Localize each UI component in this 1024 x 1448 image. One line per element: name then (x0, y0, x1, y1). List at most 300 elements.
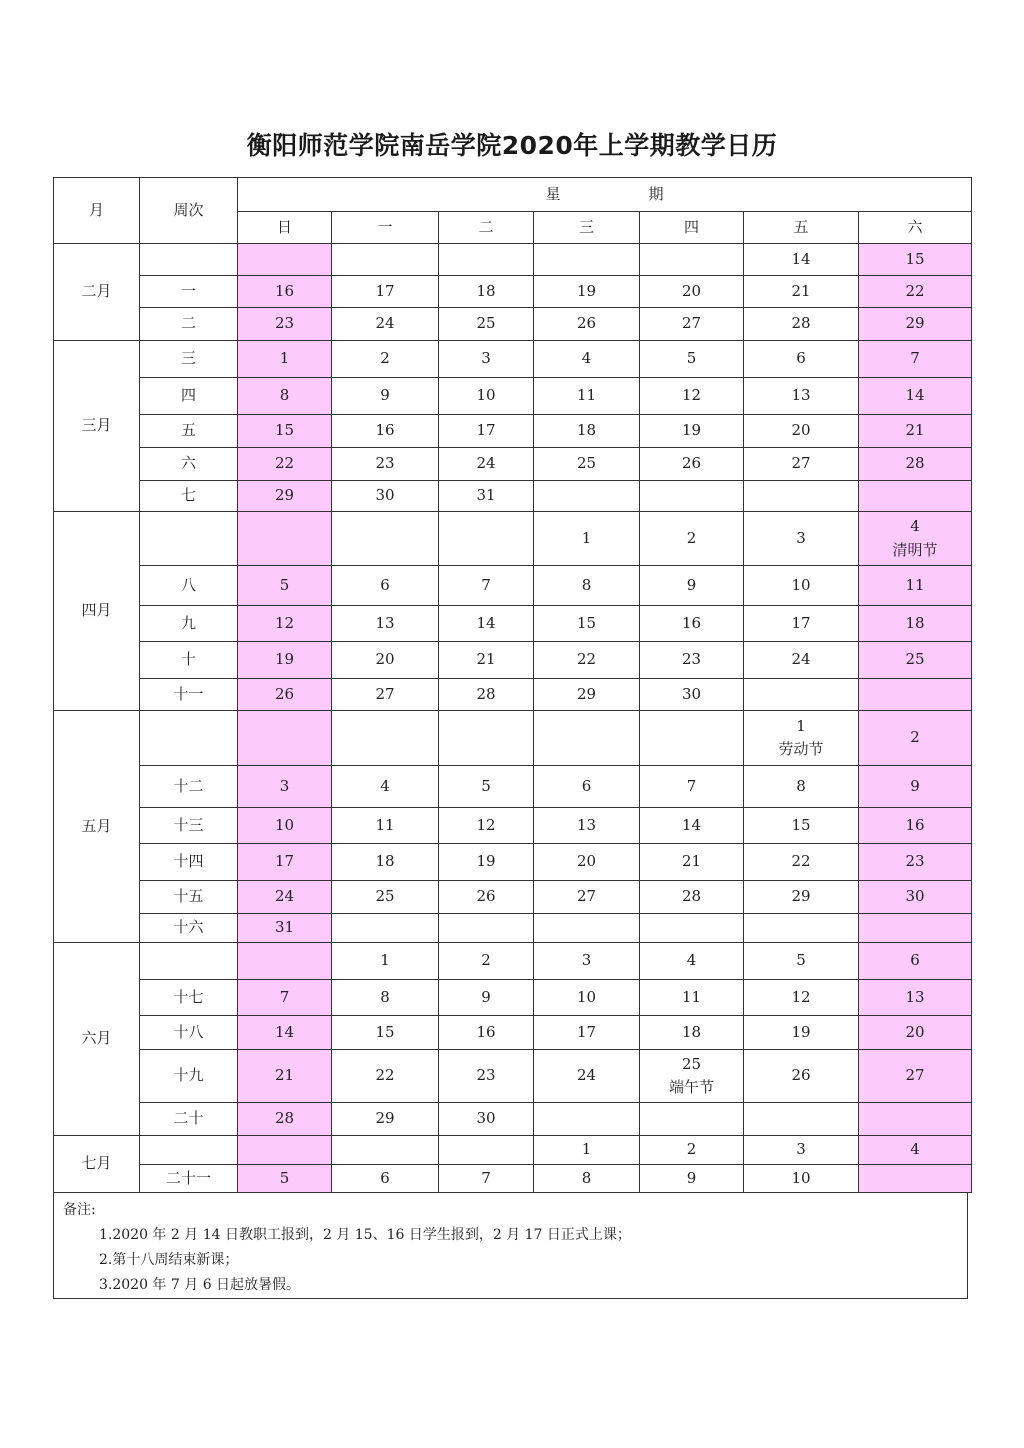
day-cell (859, 276, 972, 308)
day-cell (744, 1016, 859, 1050)
day-cell (439, 566, 534, 606)
day-number: 9 (686, 1168, 697, 1187)
day-cell (238, 448, 332, 481)
day-number: 19 (274, 650, 295, 669)
day-number: 29 (375, 1109, 395, 1128)
day-number: 7 (686, 776, 697, 795)
day-number: 14 (791, 249, 811, 268)
day-cell (640, 308, 744, 341)
day-cell (859, 881, 972, 914)
day-number: 1 (279, 349, 290, 368)
day-cell (859, 566, 972, 606)
day-number: 7 (279, 987, 290, 1006)
day-number: 24 (274, 887, 295, 906)
day-cell (859, 378, 972, 415)
day-cell (534, 980, 640, 1016)
day-cell (859, 308, 972, 341)
day-cell (238, 1050, 332, 1103)
day-cell (640, 566, 744, 606)
day-cell (859, 642, 972, 679)
day-number: 20 (681, 281, 702, 300)
day-cell (332, 766, 439, 808)
day-number: 14 (681, 815, 702, 834)
week-number-cell (140, 244, 238, 276)
day-number: 26 (791, 1066, 811, 1085)
day-number: 22 (274, 454, 295, 473)
day-cell (534, 378, 640, 415)
teaching-calendar-table (53, 177, 972, 1193)
week-number-cell: 五 (140, 415, 238, 448)
day-number: 25 (476, 314, 496, 333)
day-cell (238, 566, 332, 606)
day-number: 17 (375, 281, 395, 300)
week-number-cell: 十五 (140, 881, 238, 914)
day-cell (439, 914, 534, 943)
week-number-cell: 十六 (140, 914, 238, 943)
weekday-header: 六 (859, 212, 972, 244)
day-cell (534, 606, 640, 642)
month-cell: 五月 (54, 711, 140, 943)
holiday-label: 清明节 (892, 540, 938, 559)
day-number: 31 (476, 486, 496, 505)
day-cell (640, 1165, 744, 1193)
day-number: 15 (274, 421, 295, 440)
day-cell (534, 244, 640, 276)
day-number: 3 (581, 951, 592, 970)
day-cell (534, 679, 640, 711)
day-number: 18 (681, 1022, 702, 1041)
day-number: 12 (274, 613, 295, 632)
week-number-cell: 二十 (140, 1103, 238, 1136)
day-cell (439, 844, 534, 881)
day-number: 10 (791, 1168, 811, 1187)
day-cell (238, 378, 332, 415)
day-number: 25 (576, 454, 597, 473)
day-number: 29 (905, 314, 925, 333)
day-cell (332, 1050, 439, 1103)
day-cell (534, 566, 640, 606)
day-cell (439, 415, 534, 448)
day-cell (859, 244, 972, 276)
day-cell (744, 244, 859, 276)
page-title: 衡阳师范学院南岳学院2020年上学期教学日历 (246, 131, 778, 160)
day-number: 22 (905, 281, 925, 300)
day-cell (640, 512, 744, 566)
day-number: 15 (375, 1022, 395, 1041)
day-number: 23 (681, 650, 702, 669)
notes-box (53, 1193, 968, 1299)
weekday-header: 日 (238, 212, 332, 244)
holiday-label: 端午节 (668, 1078, 714, 1096)
day-cell (439, 481, 534, 512)
day-cell (238, 1016, 332, 1050)
day-cell (332, 1136, 439, 1165)
day-number: 4 (910, 517, 920, 536)
day-number: 21 (476, 650, 496, 669)
day-cell (640, 341, 744, 378)
day-cell (439, 766, 534, 808)
day-number: 28 (274, 1109, 295, 1128)
week-number-cell (140, 1136, 238, 1165)
day-cell (439, 378, 534, 415)
day-cell (640, 448, 744, 481)
day-number: 6 (581, 776, 592, 795)
day-cell (238, 512, 332, 566)
day-cell (534, 844, 640, 881)
weekday-header: 二 (439, 212, 534, 244)
day-cell (859, 1016, 972, 1050)
week-row (54, 642, 972, 679)
day-number: 8 (380, 987, 390, 1006)
day-cell (534, 481, 640, 512)
day-cell (859, 606, 972, 642)
day-cell (744, 341, 859, 378)
day-number: 30 (905, 887, 925, 906)
day-cell (238, 711, 332, 766)
day-cell (238, 642, 332, 679)
day-number: 5 (279, 1168, 290, 1187)
day-cell (859, 1103, 972, 1136)
day-cell (859, 980, 972, 1016)
day-number: 2 (380, 349, 390, 368)
day-cell (744, 606, 859, 642)
day-cell (744, 1136, 859, 1165)
month-column-header: 月 (54, 178, 140, 244)
day-number: 9 (910, 776, 920, 795)
day-number: 2 (910, 728, 920, 747)
day-cell (332, 415, 439, 448)
day-cell (859, 512, 972, 566)
day-cell (640, 711, 744, 766)
day-number: 11 (375, 815, 395, 834)
day-number: 3 (279, 776, 290, 795)
day-number: 11 (905, 575, 925, 594)
day-number: 21 (274, 1066, 295, 1085)
day-number: 5 (481, 776, 491, 795)
day-cell (640, 1050, 744, 1103)
day-number: 20 (791, 421, 811, 440)
day-cell (534, 415, 640, 448)
day-cell (744, 481, 859, 512)
week-number-cell: 三 (140, 341, 238, 378)
day-cell (859, 943, 972, 980)
day-cell (439, 1050, 534, 1103)
week-number-cell: 十 (140, 642, 238, 679)
week-row (54, 481, 972, 512)
day-number: 8 (581, 1168, 592, 1187)
day-cell (439, 512, 534, 566)
day-number: 18 (375, 852, 395, 871)
day-number: 5 (686, 349, 697, 368)
day-number: 28 (905, 454, 925, 473)
day-cell (439, 276, 534, 308)
month-cell: 三月 (54, 341, 140, 512)
month-cell: 六月 (54, 943, 140, 1136)
week-row (54, 512, 972, 566)
day-cell (640, 881, 744, 914)
week-row (54, 378, 972, 415)
weekday-group-header: 星期 (238, 178, 972, 212)
day-cell (238, 914, 332, 943)
day-number: 25 (375, 887, 395, 906)
day-number: 27 (375, 684, 395, 703)
day-cell (859, 808, 972, 844)
day-cell (238, 308, 332, 341)
day-cell (744, 378, 859, 415)
day-cell (534, 881, 640, 914)
day-cell (332, 808, 439, 844)
day-number: 23 (905, 852, 925, 871)
day-cell (439, 244, 534, 276)
day-cell (439, 341, 534, 378)
day-number: 27 (681, 314, 702, 333)
day-number: 2 (686, 1140, 697, 1159)
day-cell (534, 1103, 640, 1136)
day-cell (640, 679, 744, 711)
day-cell (640, 1103, 744, 1136)
day-cell (534, 1016, 640, 1050)
day-number: 13 (375, 613, 395, 632)
day-number: 3 (481, 349, 491, 368)
day-cell (640, 606, 744, 642)
day-number: 21 (791, 281, 811, 300)
day-number: 3 (796, 528, 806, 547)
day-cell (238, 341, 332, 378)
day-number: 17 (791, 613, 811, 632)
week-number-cell (140, 943, 238, 980)
day-number: 28 (476, 684, 496, 703)
day-cell (439, 1016, 534, 1050)
day-number: 7 (481, 575, 491, 594)
month-cell: 四月 (54, 512, 140, 711)
day-number: 13 (576, 815, 597, 834)
day-cell (332, 1016, 439, 1050)
day-number: 27 (576, 887, 597, 906)
day-number: 1 (581, 528, 592, 547)
week-row (54, 711, 972, 766)
day-number: 17 (476, 421, 496, 440)
day-cell (332, 378, 439, 415)
day-cell (238, 606, 332, 642)
day-cell (332, 448, 439, 481)
day-number: 10 (576, 987, 597, 1006)
day-number: 26 (576, 314, 597, 333)
day-cell (534, 1136, 640, 1165)
day-cell (238, 415, 332, 448)
day-number: 27 (791, 454, 811, 473)
weekday-header: 四 (640, 212, 744, 244)
day-cell (534, 341, 640, 378)
day-number: 15 (576, 613, 597, 632)
day-number: 25 (905, 650, 925, 669)
weekday-header: 三 (534, 212, 640, 244)
week-column-header: 周次 (140, 178, 238, 244)
day-cell (332, 642, 439, 679)
day-cell (534, 308, 640, 341)
day-number: 5 (796, 951, 806, 970)
day-cell (332, 481, 439, 512)
day-cell (534, 642, 640, 679)
day-number: 22 (375, 1066, 395, 1085)
calendar-sheet (53, 177, 971, 1299)
week-row (54, 415, 972, 448)
day-cell (744, 679, 859, 711)
day-number: 30 (681, 684, 702, 703)
day-cell (859, 679, 972, 711)
week-number-cell (140, 711, 238, 766)
day-cell (859, 481, 972, 512)
day-cell (744, 881, 859, 914)
day-number: 23 (375, 454, 395, 473)
day-number: 24 (791, 650, 811, 669)
week-row (54, 244, 972, 276)
day-cell (534, 1050, 640, 1103)
day-number: 14 (476, 613, 496, 632)
day-cell (859, 341, 972, 378)
day-cell (534, 1165, 640, 1193)
day-number: 4 (380, 776, 390, 795)
day-cell (640, 481, 744, 512)
day-number: 8 (581, 575, 592, 594)
week-number-cell: 十九 (140, 1050, 238, 1103)
week-row (54, 980, 972, 1016)
day-number: 26 (274, 684, 295, 703)
day-cell (534, 943, 640, 980)
day-cell (744, 566, 859, 606)
week-row (54, 943, 972, 980)
day-number: 15 (905, 249, 925, 268)
day-cell (640, 378, 744, 415)
day-number: 12 (791, 987, 811, 1006)
day-number: 28 (681, 887, 702, 906)
note-item: 2.第十八周结束新课； (99, 1252, 239, 1268)
day-number: 23 (476, 1066, 496, 1085)
notes-label: 备注: (63, 1202, 96, 1218)
day-number: 20 (576, 852, 597, 871)
day-cell (238, 679, 332, 711)
day-cell (238, 881, 332, 914)
day-number: 18 (576, 421, 597, 440)
day-cell (332, 943, 439, 980)
day-number: 19 (681, 421, 702, 440)
day-cell (744, 808, 859, 844)
day-cell (640, 276, 744, 308)
day-cell (439, 448, 534, 481)
day-cell (439, 881, 534, 914)
day-cell (534, 276, 640, 308)
day-cell (332, 1165, 439, 1193)
day-number: 23 (274, 314, 295, 333)
day-number: 4 (581, 349, 592, 368)
day-number: 12 (681, 386, 702, 405)
day-cell (238, 1165, 332, 1193)
day-cell (640, 766, 744, 808)
day-cell (859, 448, 972, 481)
day-number: 22 (576, 650, 597, 669)
day-cell (439, 1136, 534, 1165)
week-row (54, 679, 972, 711)
day-cell (439, 1103, 534, 1136)
week-row (54, 1016, 972, 1050)
day-number: 6 (910, 951, 920, 970)
day-cell (640, 914, 744, 943)
day-number: 19 (791, 1022, 811, 1041)
day-cell (534, 512, 640, 566)
day-cell (332, 1103, 439, 1136)
day-cell (744, 512, 859, 566)
day-cell (640, 844, 744, 881)
day-number: 19 (476, 852, 496, 871)
day-number: 3 (796, 1140, 806, 1159)
day-cell (238, 1103, 332, 1136)
day-number: 29 (576, 684, 597, 703)
week-number-cell: 九 (140, 606, 238, 642)
day-number: 20 (905, 1022, 925, 1041)
weekday-header: 五 (744, 212, 859, 244)
day-number: 10 (791, 575, 811, 594)
day-cell (744, 1050, 859, 1103)
day-cell (332, 914, 439, 943)
day-number: 13 (791, 386, 811, 405)
day-number: 10 (274, 815, 295, 834)
day-number: 24 (476, 454, 496, 473)
day-number: 9 (380, 386, 390, 405)
calendar-body (54, 178, 972, 1193)
day-number: 16 (905, 815, 925, 834)
week-number-cell: 十二 (140, 766, 238, 808)
day-number: 30 (375, 486, 395, 505)
week-row (54, 844, 972, 881)
day-number: 2 (481, 951, 491, 970)
day-cell (238, 766, 332, 808)
day-cell (332, 566, 439, 606)
week-number-cell: 十七 (140, 980, 238, 1016)
day-number: 1 (380, 951, 390, 970)
day-cell (859, 711, 972, 766)
week-number-cell: 十三 (140, 808, 238, 844)
day-cell (332, 844, 439, 881)
week-number-cell: 七 (140, 481, 238, 512)
day-cell (640, 244, 744, 276)
day-cell (744, 766, 859, 808)
day-cell (744, 844, 859, 881)
day-number: 5 (279, 575, 290, 594)
day-cell (238, 276, 332, 308)
day-cell (744, 1165, 859, 1193)
day-cell (744, 276, 859, 308)
week-row (54, 1165, 972, 1193)
day-cell (439, 808, 534, 844)
week-row (54, 881, 972, 914)
week-row (54, 276, 972, 308)
week-number-cell: 二 (140, 308, 238, 341)
day-number: 14 (274, 1022, 295, 1041)
day-number: 29 (274, 486, 295, 505)
day-number: 2 (686, 528, 697, 547)
day-cell (640, 1136, 744, 1165)
day-number: 12 (476, 815, 496, 834)
day-number: 20 (375, 650, 395, 669)
day-cell (534, 448, 640, 481)
day-number: 10 (476, 386, 496, 405)
day-cell (744, 914, 859, 943)
day-cell (332, 308, 439, 341)
day-cell (439, 943, 534, 980)
day-number: 28 (791, 314, 811, 333)
day-cell (238, 481, 332, 512)
week-number-cell: 十四 (140, 844, 238, 881)
day-cell (744, 711, 859, 766)
